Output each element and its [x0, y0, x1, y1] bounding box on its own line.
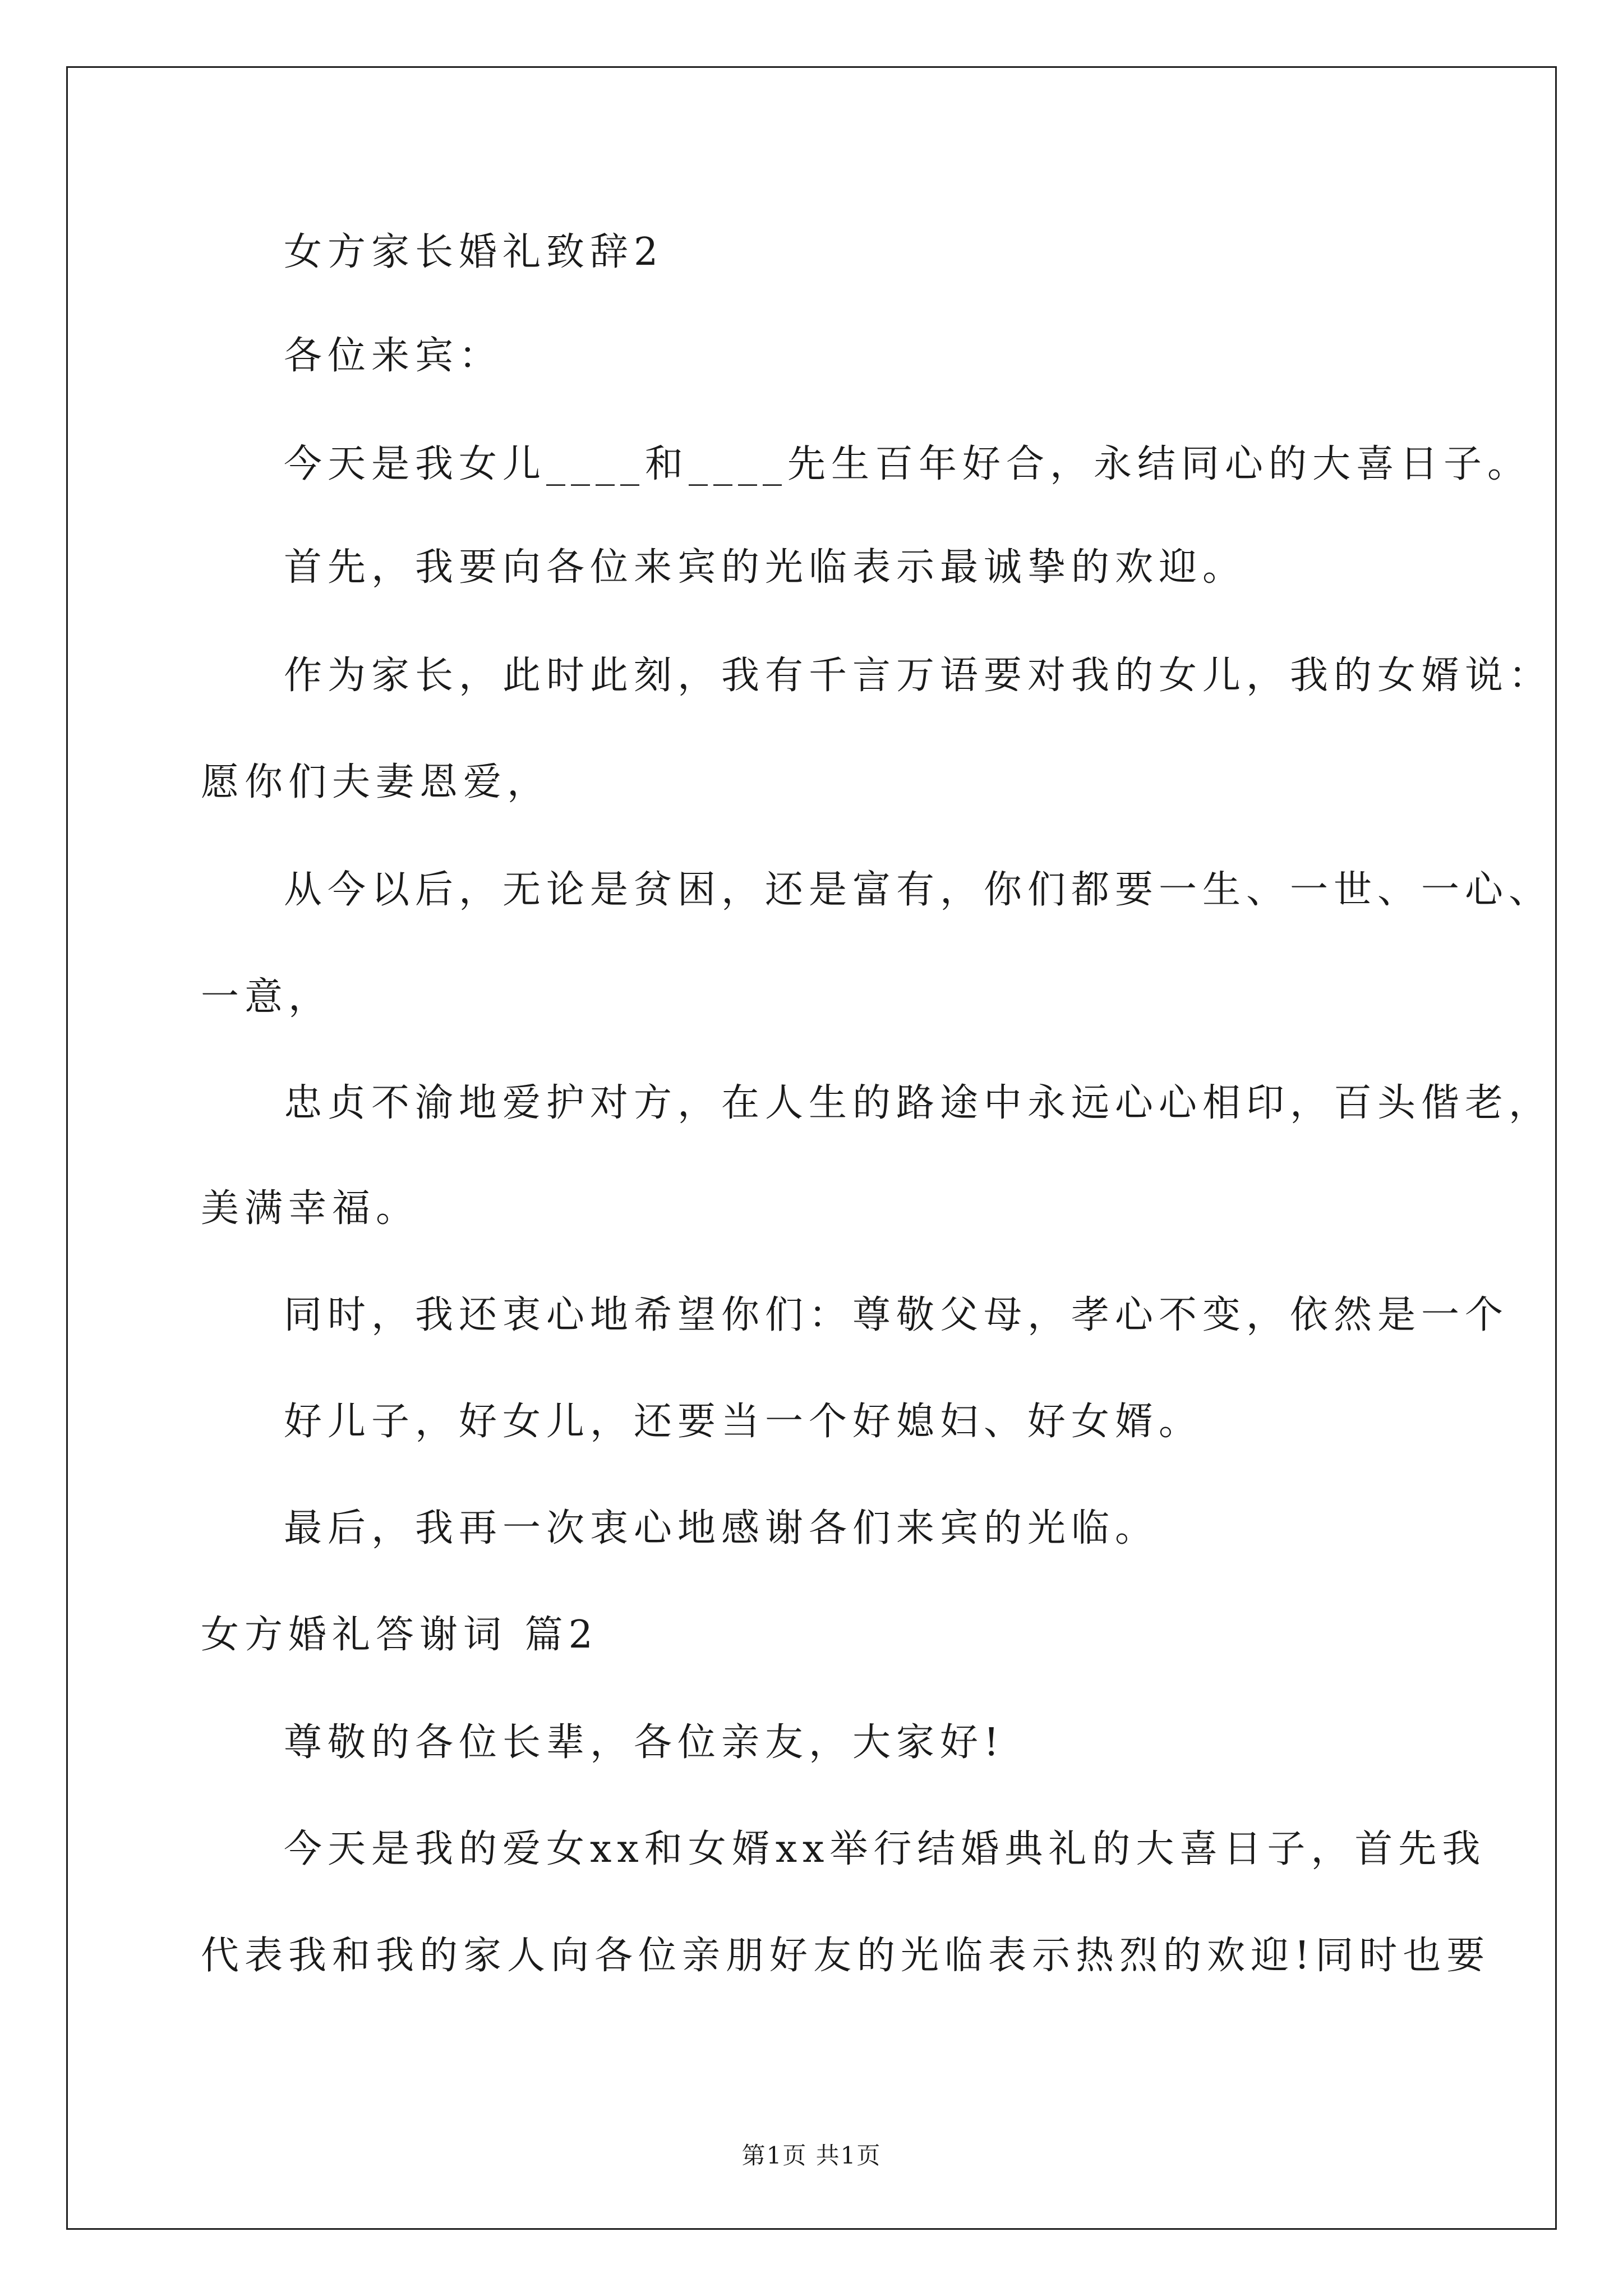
- paragraph-line: 作为家长，此时此刻，我有千言万语要对我的女儿，我的女婿说：: [284, 654, 1553, 698]
- paragraph-line: 最后，我再一次衷心地感谢各们来宾的光临。: [284, 1506, 1159, 1550]
- paragraph-line: 美满幸福。: [201, 1186, 420, 1231]
- paragraph-line: 好儿子，好女儿，还要当一个好媳妇、好女婿。: [284, 1400, 1203, 1444]
- paragraph-line: 忠贞不渝地爱护对方，在人生的路途中永远心心相印，百头偕老，: [284, 1081, 1553, 1125]
- salutation: 尊敬的各位长辈，各位亲友，大家好!: [284, 1720, 1005, 1765]
- page-border: [66, 66, 1557, 2230]
- speech-title: 女方家长婚礼致辞2: [284, 230, 664, 274]
- section-heading: 女方婚礼答谢词 篇2: [201, 1613, 598, 1657]
- paragraph-line: 一意，: [201, 975, 333, 1019]
- paragraph-line: 愿你们夫妻恩爱，: [201, 760, 551, 804]
- paragraph-line: 今天是我女儿____和____先生百年好合，永结同心的大喜日子。: [284, 442, 1532, 486]
- paragraph-line: 从今以后，无论是贫困，还是富有，你们都要一生、一世、一心、: [284, 868, 1553, 912]
- salutation: 各位来宾：: [284, 334, 503, 378]
- paragraph-line: 今天是我的爱女xx和女婿xx举行结婚典礼的大喜日子，首先我: [284, 1827, 1486, 1871]
- page-footer: 第1页 共1页: [741, 2142, 882, 2169]
- paragraph-line: 同时，我还衷心地希望你们：尊敬父母，孝心不变，依然是一个: [284, 1293, 1509, 1337]
- paragraph-line: 代表我和我的家人向各位亲朋好友的光临表示热烈的欢迎!同时也要: [201, 1934, 1491, 1978]
- paragraph-line: 首先，我要向各位来宾的光临表示最诚挚的欢迎。: [284, 545, 1247, 590]
